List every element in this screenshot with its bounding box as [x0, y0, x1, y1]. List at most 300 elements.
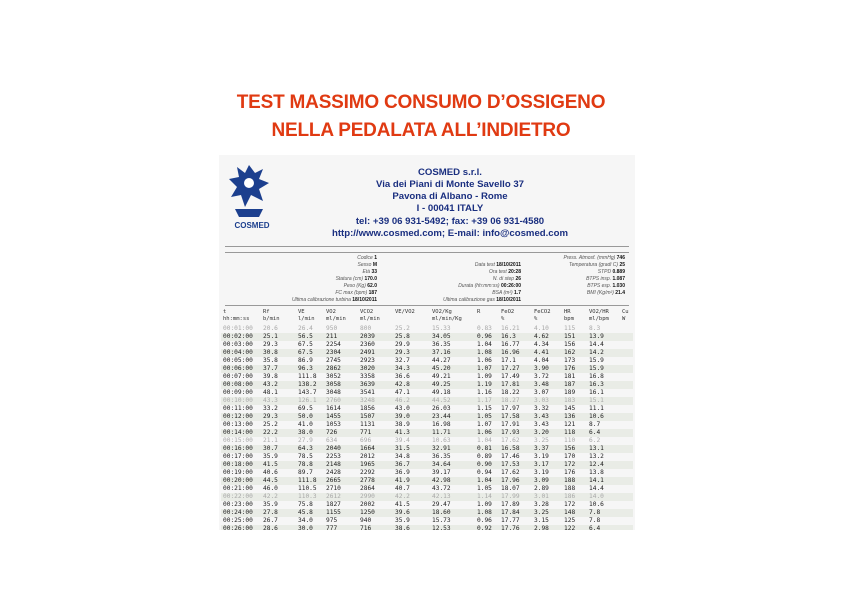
table-cell: 41.0	[298, 421, 313, 428]
info-line	[519, 269, 625, 276]
column-header: Cu W	[622, 309, 629, 322]
table-cell: 4.10	[534, 325, 549, 332]
divider	[225, 246, 629, 247]
table-cell: 17.77	[501, 517, 520, 524]
table-cell: 48.1	[263, 389, 278, 396]
table-cell: 43.0	[395, 405, 410, 412]
table-cell: 20.6	[263, 325, 278, 332]
table-cell: 42.2	[263, 493, 278, 500]
table-cell: 21.1	[263, 437, 278, 444]
table-cell: 3.43	[534, 421, 549, 428]
divider	[225, 305, 629, 306]
table-cell: 89.7	[298, 469, 313, 476]
info-label: BSA (m²)	[492, 290, 513, 296]
table-cell: 15.73	[432, 517, 451, 524]
table-cell: 28.6	[263, 525, 278, 530]
table-cell: 36.35	[432, 341, 451, 348]
table-cell: 18.60	[432, 509, 451, 516]
column-header: FeO2 %	[501, 309, 515, 322]
table-cell: 136	[564, 413, 576, 420]
table-cell: 0.92	[477, 525, 492, 530]
table-cell: 2148	[326, 461, 341, 468]
table-cell: 0.81	[477, 445, 492, 452]
table-cell: 1664	[360, 445, 375, 452]
table-cell: 25.1	[263, 333, 278, 340]
table-cell: 176	[564, 469, 576, 476]
table-cell: 145	[564, 405, 576, 412]
table-cell: 32.91	[432, 445, 451, 452]
table-cell: 2760	[326, 397, 341, 404]
table-cell: 44.5	[263, 477, 278, 484]
info-label: Sesso	[357, 262, 372, 268]
table-cell: 43.72	[432, 485, 451, 492]
table-row	[221, 397, 633, 405]
table-cell: 42.98	[432, 477, 451, 484]
info-value: 26	[515, 276, 521, 282]
info-value: 18/10/2011	[496, 297, 521, 303]
info-label: Codice	[357, 255, 373, 261]
table-cell: 2665	[326, 477, 341, 484]
info-label: BTPS insp.	[586, 276, 612, 282]
table-cell: 3.03	[534, 397, 549, 404]
table-cell: 30.7	[263, 445, 278, 452]
table-cell: 37.7	[263, 365, 278, 372]
table-cell: 2491	[360, 349, 375, 356]
table-row	[221, 501, 633, 509]
table-cell: 17.1	[501, 357, 516, 364]
table-cell: 148	[564, 509, 576, 516]
table-cell: 1250	[360, 509, 375, 516]
table-cell: 17.93	[501, 429, 520, 436]
info-value: 1.087	[612, 276, 625, 282]
table-cell: 00:20:00	[223, 477, 253, 484]
table-cell: 1.14	[477, 493, 492, 500]
table-cell: 1.04	[477, 477, 492, 484]
table-cell: 39.17	[432, 469, 451, 476]
table-cell: 00:02:00	[223, 333, 253, 340]
table-cell: 118	[564, 429, 576, 436]
table-cell: 34.0	[298, 517, 313, 524]
table-cell: 46.0	[263, 485, 278, 492]
table-cell: 1.06	[477, 357, 492, 364]
table-cell: 1507	[360, 413, 375, 420]
table-cell: 29.9	[395, 341, 410, 348]
table-cell: 2.89	[534, 485, 549, 492]
table-cell: 1.15	[477, 405, 492, 412]
table-cell: 00:16:00	[223, 445, 253, 452]
table-cell: 35.9	[395, 517, 410, 524]
table-cell: 41.3	[395, 429, 410, 436]
company-name: COSMED s.r.l.	[418, 167, 482, 178]
table-cell: 18.22	[501, 389, 520, 396]
table-cell: 00:11:00	[223, 405, 253, 412]
table-cell: 00:12:00	[223, 413, 253, 420]
info-value: 18/10/2011	[352, 297, 377, 303]
subject-info-left	[241, 255, 377, 304]
table-cell: 10.6	[589, 413, 604, 420]
table-cell: 181	[564, 373, 576, 380]
divider	[225, 252, 629, 253]
table-cell: 39.6	[395, 509, 410, 516]
table-cell: 17.91	[501, 421, 520, 428]
info-label: BMI (Kg/m²)	[586, 290, 614, 296]
slide-title-line-2: NELLA PEDALATA ALL’INDIETRO	[271, 120, 571, 141]
table-cell: 17.53	[501, 461, 520, 468]
table-cell: 4.34	[534, 341, 549, 348]
column-header: VE l/min	[298, 309, 315, 322]
info-value: 0.889	[612, 269, 625, 275]
table-cell: 3639	[360, 381, 375, 388]
info-line	[387, 283, 521, 290]
table-cell: 2360	[360, 341, 375, 348]
table-cell: 0.89	[477, 453, 492, 460]
table-cell: 41.9	[395, 477, 410, 484]
cosmed-logo-text: COSMED	[234, 221, 270, 230]
table-cell: 2428	[326, 469, 341, 476]
info-value: 1.7	[514, 290, 521, 296]
table-cell: 39.0	[395, 413, 410, 420]
table-row	[221, 373, 633, 381]
table-cell: 3.15	[534, 517, 549, 524]
column-header: HR bpm	[564, 309, 574, 322]
table-row	[221, 429, 633, 437]
table-cell: 696	[360, 437, 372, 444]
table-cell: 00:21:00	[223, 485, 253, 492]
table-cell: 44.27	[432, 357, 451, 364]
info-label: FC max (bpm)	[335, 290, 368, 296]
info-line	[519, 276, 625, 283]
table-cell: 1053	[326, 421, 341, 428]
info-line	[387, 262, 521, 269]
contact-web: http://www.cosmed.com; E-mail: info@cosmed.com	[331, 228, 569, 239]
table-cell: 34.8	[395, 453, 410, 460]
info-line	[387, 269, 521, 276]
table-cell: 1.06	[477, 429, 492, 436]
table-cell: 37.16	[432, 349, 451, 356]
table-cell: 17.89	[501, 501, 520, 508]
info-line	[241, 269, 377, 276]
table-cell: 17.62	[501, 437, 520, 444]
info-value: 746	[616, 255, 625, 261]
table-cell: 12.53	[432, 525, 451, 530]
table-cell: 17.58	[501, 413, 520, 420]
table-cell: 00:01:00	[223, 325, 253, 332]
table-cell: 16.58	[501, 445, 520, 452]
table-row	[221, 349, 633, 357]
table-cell: 38.9	[395, 421, 410, 428]
table-cell: 14.2	[589, 349, 604, 356]
table-row	[221, 357, 633, 365]
table-cell: 00:15:00	[223, 437, 253, 444]
table-cell: 17.27	[501, 365, 520, 372]
info-label: Data test	[474, 262, 495, 268]
table-cell: 16.3	[589, 381, 604, 388]
table-cell: 35.8	[263, 357, 278, 364]
table-cell: 00:10:00	[223, 397, 253, 404]
table-cell: 12.4	[589, 461, 604, 468]
table-cell: 13.8	[589, 469, 604, 476]
table-cell: 64.3	[298, 445, 313, 452]
table-cell: 17.62	[501, 469, 520, 476]
table-row	[221, 525, 633, 530]
info-line	[241, 297, 377, 304]
table-cell: 39.8	[263, 373, 278, 380]
table-cell: 975	[326, 517, 338, 524]
table-cell: 13.1	[589, 445, 604, 452]
table-row	[221, 413, 633, 421]
table-row	[221, 509, 633, 517]
table-cell: 3.37	[534, 445, 549, 452]
table-cell: 16.96	[501, 349, 520, 356]
table-row	[221, 517, 633, 525]
table-cell: 78.8	[298, 461, 313, 468]
table-cell: 67.5	[298, 349, 313, 356]
info-value: 1.030	[612, 283, 625, 289]
info-value: 187	[368, 290, 377, 296]
table-cell: 3248	[360, 397, 375, 404]
info-label: BTPS esp.	[587, 283, 612, 289]
table-cell: 17.46	[501, 453, 520, 460]
table-cell: 38.6	[395, 525, 410, 530]
table-cell: 43.2	[263, 381, 278, 388]
table-cell: 2039	[360, 333, 375, 340]
table-cell: 1827	[326, 501, 341, 508]
table-cell: 173	[564, 357, 576, 364]
table-cell: 42.2	[395, 493, 410, 500]
table-cell: 2012	[360, 453, 375, 460]
table-cell: 1.16	[477, 389, 492, 396]
table-cell: 211	[326, 333, 338, 340]
table-cell: 2002	[360, 501, 375, 508]
table-cell: 2.98	[534, 525, 549, 530]
table-cell: 3058	[326, 381, 341, 388]
table-row	[221, 333, 633, 341]
table-cell: 634	[326, 437, 338, 444]
table-cell: 36.7	[395, 461, 410, 468]
table-cell: 14.1	[589, 477, 604, 484]
contact-phone: tel: +39 06 931-5492; fax: +39 06 931-4580	[355, 216, 545, 227]
table-cell: 16.98	[432, 421, 451, 428]
table-cell: 0.94	[477, 469, 492, 476]
table-cell: 4.62	[534, 333, 549, 340]
table-row	[221, 421, 633, 429]
table-cell: 176	[564, 365, 576, 372]
table-cell: 1856	[360, 405, 375, 412]
table-cell: 3.48	[534, 381, 549, 388]
table-cell: 3.28	[534, 501, 549, 508]
column-header: FeCO2 %	[534, 309, 551, 322]
table-cell: 49.25	[432, 381, 451, 388]
table-cell: 14.4	[589, 485, 604, 492]
table-cell: 00:03:00	[223, 341, 253, 348]
column-header: VO2 ml/min	[326, 309, 346, 322]
table-cell: 940	[360, 517, 372, 524]
table-cell: 25.2	[263, 421, 278, 428]
table-cell: 39.4	[395, 437, 410, 444]
test-info-middle	[387, 262, 521, 304]
table-cell: 42.8	[395, 381, 410, 388]
info-line	[519, 290, 625, 297]
table-cell: 00:13:00	[223, 421, 253, 428]
table-cell: 27.8	[263, 509, 278, 516]
table-cell: 1155	[326, 509, 341, 516]
table-cell: 32.7	[395, 357, 410, 364]
table-cell: 17.81	[501, 381, 520, 388]
table-cell: 34.05	[432, 333, 451, 340]
table-cell: 3.01	[534, 493, 549, 500]
table-row	[221, 477, 633, 485]
table-cell: 15.9	[589, 365, 604, 372]
table-cell: 3.43	[534, 413, 549, 420]
table-cell: 716	[360, 525, 372, 530]
table-cell: 31.5	[395, 445, 410, 452]
table-cell: 00:25:00	[223, 517, 253, 524]
table-cell: 00:24:00	[223, 509, 253, 516]
table-cell: 2862	[326, 365, 341, 372]
table-cell: 2990	[360, 493, 375, 500]
table-row	[221, 405, 633, 413]
table-cell: 17.49	[501, 373, 520, 380]
table-cell: 34.64	[432, 461, 451, 468]
table-cell: 726	[326, 429, 338, 436]
table-row	[221, 437, 633, 445]
table-cell: 16.8	[589, 373, 604, 380]
table-cell: 3020	[360, 365, 375, 372]
table-cell: 0.90	[477, 461, 492, 468]
table-cell: 11.71	[432, 429, 451, 436]
table-cell: 29.47	[432, 501, 451, 508]
table-cell: 47.1	[395, 389, 410, 396]
table-cell: 187	[564, 381, 576, 388]
table-cell: 2864	[360, 485, 375, 492]
table-cell: 1.05	[477, 485, 492, 492]
table-cell: 162	[564, 349, 576, 356]
table-cell: 1.08	[477, 509, 492, 516]
info-line	[387, 297, 521, 304]
info-label: Peso (Kg)	[343, 283, 366, 289]
table-cell: 183	[564, 397, 576, 404]
info-label: Età	[362, 269, 371, 275]
cosmed-report-scan	[219, 155, 635, 530]
info-line	[519, 255, 625, 262]
info-label: Press. Atmosf. (mmHg)	[563, 255, 616, 261]
info-line	[387, 276, 521, 283]
table-cell: 34.3	[395, 365, 410, 372]
table-cell: 3048	[326, 389, 341, 396]
table-cell: 26.7	[263, 517, 278, 524]
table-cell: 1.07	[477, 365, 492, 372]
table-cell: 0.96	[477, 517, 492, 524]
table-cell: 138.2	[298, 381, 317, 388]
table-cell: 00:14:00	[223, 429, 253, 436]
table-cell: 2040	[326, 445, 341, 452]
info-label: Ultima calibrazione gas	[443, 297, 495, 303]
table-cell: 00:23:00	[223, 501, 253, 508]
table-cell: 29.3	[263, 341, 278, 348]
table-cell: 00:05:00	[223, 357, 253, 364]
table-cell: 170	[564, 453, 576, 460]
table-cell: 3541	[360, 389, 375, 396]
table-cell: 800	[360, 325, 372, 332]
info-line	[519, 283, 625, 290]
table-cell: 3.20	[534, 429, 549, 436]
table-cell: 125	[564, 517, 576, 524]
table-cell: 16.1	[589, 389, 604, 396]
table-cell: 3.17	[534, 461, 549, 468]
table-cell: 6.4	[589, 525, 601, 530]
table-cell: 40.7	[395, 485, 410, 492]
column-header: Rf b/min	[263, 309, 280, 322]
table-cell: 13.2	[589, 453, 604, 460]
table-cell: 777	[326, 525, 338, 530]
table-cell: 29.3	[263, 413, 278, 420]
info-line	[387, 290, 521, 297]
table-cell: 35.9	[263, 501, 278, 508]
info-line	[241, 255, 377, 262]
table-row	[221, 325, 633, 333]
table-cell: 1.08	[477, 349, 492, 356]
table-cell: 50.0	[298, 413, 313, 420]
info-line	[519, 262, 625, 269]
table-cell: 00:18:00	[223, 461, 253, 468]
table-cell: 0.96	[477, 333, 492, 340]
address-line-2: Pavona di Albano - Rome	[392, 191, 508, 202]
table-cell: 0.83	[477, 325, 492, 332]
table-cell: 771	[360, 429, 372, 436]
table-cell: 110	[564, 437, 576, 444]
table-cell: 18.07	[501, 485, 520, 492]
table-cell: 1.04	[477, 341, 492, 348]
table-cell: 1131	[360, 421, 375, 428]
table-cell: 4.04	[534, 357, 549, 364]
table-cell: 36.9	[395, 469, 410, 476]
table-cell: 121	[564, 421, 576, 428]
table-cell: 7.8	[589, 509, 601, 516]
table-cell: 15.33	[432, 325, 451, 332]
table-cell: 3.07	[534, 389, 549, 396]
info-value: 33	[371, 269, 377, 275]
table-cell: 86.9	[298, 357, 313, 364]
table-cell: 44.52	[432, 397, 451, 404]
column-header: VE/VO2	[395, 309, 415, 315]
table-cell: 2745	[326, 357, 341, 364]
info-label: N. di step	[492, 276, 515, 282]
slide-title-line-1: TEST MASSIMO CONSUMO D’OSSIGENO	[236, 92, 606, 113]
table-cell: 22.2	[263, 429, 278, 436]
table-cell: 42.13	[432, 493, 451, 500]
table-cell: 188	[564, 477, 576, 484]
table-cell: 156	[564, 341, 576, 348]
table-cell: 00:04:00	[223, 349, 253, 356]
table-cell: 16.77	[501, 341, 520, 348]
info-line	[241, 276, 377, 283]
table-cell: 6.2	[589, 437, 601, 444]
table-cell: 00:19:00	[223, 469, 253, 476]
table-cell: 17.84	[501, 509, 520, 516]
table-row	[221, 461, 633, 469]
column-header: R	[477, 309, 481, 315]
table-cell: 3052	[326, 373, 341, 380]
table-cell: 1455	[326, 413, 341, 420]
table-cell: 14.4	[589, 341, 604, 348]
table-cell: 40.6	[263, 469, 278, 476]
table-cell: 189	[564, 389, 576, 396]
table-cell: 3.25	[534, 509, 549, 516]
table-cell: 8.3	[589, 325, 601, 332]
table-cell: 1614	[326, 405, 341, 412]
table-cell: 96.3	[298, 365, 313, 372]
table-cell: 43.3	[263, 397, 278, 404]
